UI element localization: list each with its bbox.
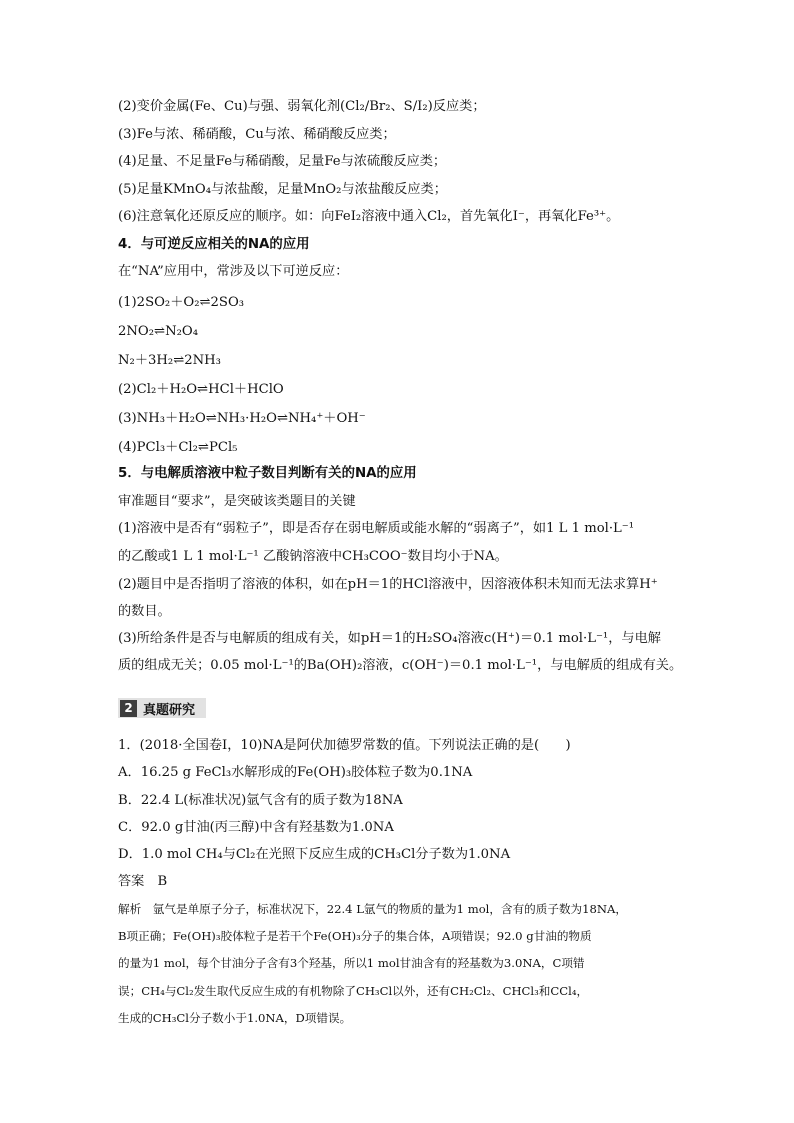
answer-line: 答案 B <box>118 874 168 889</box>
explanation-line: B项正确；Fe(OH)₃胶体粒子是若干个Fe(OH)₃分子的集合体，A项错误；92.0 g甘油的物质 <box>118 929 592 943</box>
text-line: 的乙酸或1 L 1 mol·L⁻¹ 乙酸钠溶液中CH₃COO⁻数目均小于NA。 <box>118 549 508 564</box>
text-line: (1)溶液中是否有“弱粒子”，即是否存在弱电解质或能水解的“弱离子”，如1 L 1 mol·L⁻¹ <box>118 521 635 536</box>
option-b: B．22.4 L(标准状况)氩气含有的质子数为18NA <box>118 793 403 808</box>
text-line: 质的组成无关；0.05 mol·L⁻¹的Ba(OH)₂溶液，c(OH⁻)＝0.1 mol·L⁻¹，与电解质的组成有关。 <box>118 658 683 673</box>
option-d: D．1.0 mol CH₄与Cl₂在光照下反应生成的CH₃Cl分子数为1.0NA <box>118 847 511 862</box>
reaction-line: (3)NH₃＋H₂O⇌NH₃·H₂O⇌NH₄⁺＋OH⁻ <box>118 411 366 426</box>
text-line: (4)足量、不足量Fe与稀硝酸，足量Fe与浓硫酸反应类； <box>118 154 447 169</box>
section-heading-4: 4．与可逆反应相关的NA的应用 <box>118 237 310 252</box>
explanation-line: 生成的CH₃Cl分子数小于1.0NA，D项错误。 <box>118 1011 352 1025</box>
option-a: A．16.25 g FeCl₃水解形成的Fe(OH)₃胶体粒子数为0.1NA <box>118 765 473 780</box>
text-line: (2)变价金属(Fe、Cu)与强、弱氧化剂(Cl₂/Br₂、S/I₂)反应类； <box>118 99 486 114</box>
badge-label: 真题研究 <box>143 702 196 718</box>
text-line: (2)题目中是否指明了溶液的体积，如在pH＝1的HCl溶液中，因溶液体积未知而无法求算H⁺ <box>118 577 658 592</box>
section-badge <box>118 698 206 718</box>
explanation-line: 的量为1 mol，每个甘油分子含有3个羟基，所以1 mol甘油含有的羟基数为3.0NA，C项错 <box>118 956 585 970</box>
section-heading-5: 5．与电解质溶液中粒子数目判断有关的NA的应用 <box>118 466 417 481</box>
text-line: (3)所给条件是否与电解质的组成有关，如pH＝1的H₂SO₄溶液c(H⁺)＝0.1 mol·L⁻¹，与电解 <box>118 631 661 646</box>
text-line: (3)Fe与浓、稀硝酸，Cu与浓、稀硝酸反应类； <box>118 127 396 142</box>
question-stem: 1．(2018·全国卷Ⅰ，10)NA是阿伏加德罗常数的值。下列说法正确的是( ) <box>118 738 571 753</box>
option-c: C．92.0 g甘油(丙三醇)中含有羟基数为1.0NA <box>118 820 394 835</box>
badge-number: 2 <box>120 700 137 717</box>
reaction-line: (2)Cl₂＋H₂O⇌HCl＋HClO <box>118 382 284 397</box>
explanation-line: 误；CH₄与Cl₂发生取代反应生成的有机物除了CH₃Cl以外，还有CH₂Cl₂、CHCl₃和CCl₄， <box>118 984 589 998</box>
reaction-line: (1)2SO₂＋O₂⇌2SO₃ <box>118 295 245 310</box>
reaction-line: N₂＋3H₂⇌2NH₃ <box>118 353 221 368</box>
reaction-line: (4)PCl₃＋Cl₂⇌PCl₅ <box>118 440 238 455</box>
text-line: 在“NA”应用中，常涉及以下可逆反应： <box>118 264 349 279</box>
reaction-line: 2NO₂⇌N₂O₄ <box>118 324 199 339</box>
text-line: (6)注意氧化还原反应的顺序。如：向FeI₂溶液中通入Cl₂，首先氧化I⁻，再氧化Fe³⁺。 <box>118 209 620 224</box>
text-line: (5)足量KMnO₄与浓盐酸，足量MnO₂与浓盐酸反应类； <box>118 182 447 197</box>
explanation-line: 解析 氩气是单原子分子，标准状况下，22.4 L氩气的物质的量为1 mol，含有的质子数为18NA， <box>118 902 627 916</box>
text-line: 的数目。 <box>118 604 171 619</box>
text-line: 审准题目“要求”，是突破该类题目的关键 <box>118 494 356 509</box>
